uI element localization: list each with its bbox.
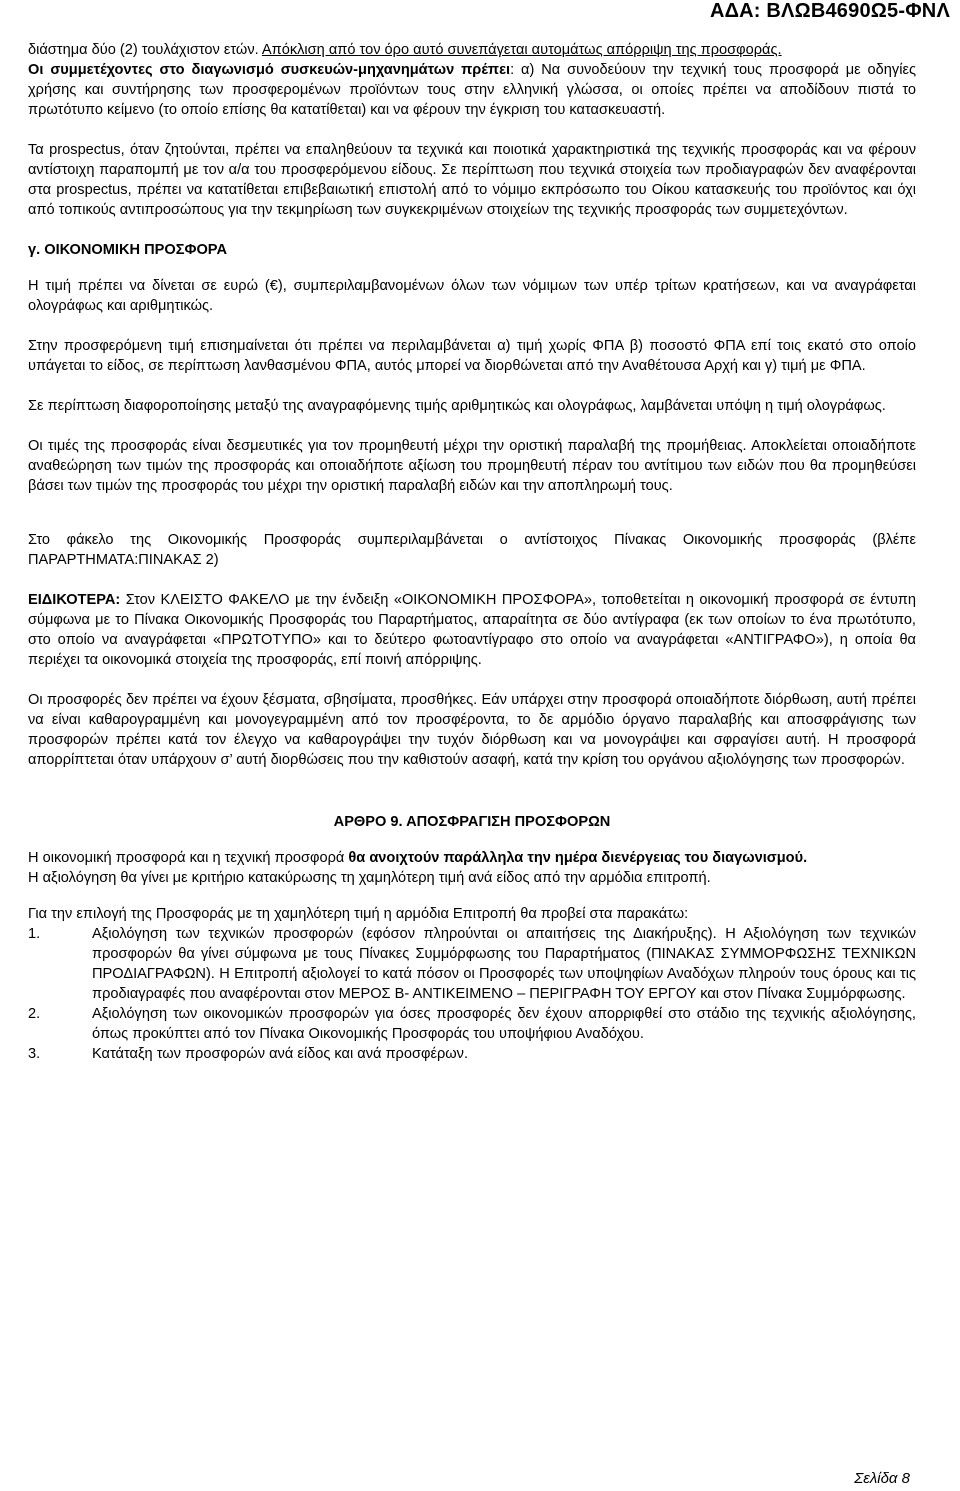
opening-text: Η οικονομική προσφορά και η τεχνική προσφορά: [28, 850, 349, 866]
list-item-number: 3.: [28, 1046, 41, 1062]
opening-bold: θα ανοιχτούν παράλληλα την ημέρα διενέργειας του διαγωνισμού.: [348, 850, 808, 866]
paragraph-price-vat: Στην προσφερόμενη τιμή επισημαίνεται ότι πρέπει να περιλαμβάνεται α) τιμή χωρίς ΦΠΑ β) ποσοστό ΦΠΑ επί τοις εκατό στο οποίο υπάγεται το είδος, σε περίπτωση λανθασμένου ΦΠΑ, αυτός μπορεί να διορθώνεται από την Αναθέτουσα Αρχή και γ) τιμή με ΦΠΑ.: [28, 338, 916, 374]
specifically-label: ΕΙΔΙΚΟΤΕΡΑ:: [28, 592, 121, 608]
paragraph-participants: [28, 60, 916, 120]
participants-lead: Οι συμμετέχοντες στο διαγωνισμό συσκευών-μηχανημάτων πρέπει: [28, 62, 511, 78]
paragraph-evaluation: Η αξιολόγηση θα γίνει με κριτήριο κατακύρωσης τη χαμηλότερη τιμή ανά είδος από την αρμόδια επιτροπή.: [28, 870, 711, 886]
list-item-text: Κατάταξη των προσφορών ανά είδος και ανά προσφέρων.: [92, 1046, 469, 1062]
section-g-title: γ. ΟΙΚΟΝΟΜΙΚΗ ΠΡΟΣΦΟΡΑ: [28, 242, 227, 258]
specifically-text: Στον ΚΛΕΙΣΤΟ ΦΑΚΕΛΟ με την ένδειξη «ΟΙΚΟΝΟΜΙΚΗ ΠΡΟΣΦΟΡΑ», τοποθετείται η οικονομική προσφορά σε έντυπη σύμφωνα με το Πίνακα Οικονομικής Προσφοράς του Παραρτήματος, απαραίτητα σε δύο αντίγραφα (εκ των οποίων το ένα πρωτότυπο, στο οποίο να αναγράφεται «ΠΡΩΤΟΤΥΠΟ» και το δεύτερο φωτοαντίγραφο στο οποίο να αναγράφεται «ΑΝΤΙΓΡΑΦΟ»), η οποία θα περιέχει τα οικονομικά στοιχεία της προσφοράς, επί ποινή απόρριψης.: [28, 592, 916, 668]
list-item: [28, 924, 916, 1004]
rejection-clause: Απόκλιση από τον όρο αυτό συνεπάγεται αυτομάτως απόρριψη της προσφοράς.: [261, 42, 782, 58]
paragraph-price-discrepancy: Σε περίπτωση διαφοροποίησης μεταξύ της αναγραφόμενης τιμής αριθμητικώς και ολογράφως, λαμβάνεται υπόψη η τιμή ολογράφως.: [28, 398, 886, 414]
paragraph-price-euro: Η τιμή πρέπει να δίνεται σε ευρώ (€), συμπεριλαμβανομένων όλων των νόμιμων των υπέρ τρίτων κρατήσεων, και να αναγράφεται ολογράφως και αριθμητικώς.: [28, 278, 916, 314]
ada-code: ΑΔΑ: ΒΛΩΒ4690Ω5-ΦΝΛ: [709, 0, 950, 22]
list-item-text: Αξιολόγηση των τεχνικών προσφορών (εφόσον πληρούνται οι απαιτήσεις της Διακήρυξης). Η Αξιολόγηση των τεχνικών προσφορών θα γίνει σύμφωνα με τους Πίνακες Συμμόρφωσης του Παραρτήματος (ΠΙΝΑΚΑΣ ΣΥΜΜΟΡΦΩΣΗΣ ΤΕΧΝΙΚΩΝ ΠΡΟΔΙΑΓΡΑΦΩΝ). Η Επιτροπή αξιολογεί το κατά πόσον οι Προσφορές των υποψηφίων Αναδόχων πληρούν τους όρους και τις προδιαγραφές που αναφέρονται στον ΜΕΡΟΣ Β- ΑΝΤΙΚΕΙΜΕΝΟ – ΠΕΡΙΓΡΑΦΗ ΤΟΥ ΕΡΓΟΥ και στον Πίνακα Συμμόρφωσης.: [92, 926, 916, 1002]
paragraph-prospectus: Τα prospectus, όταν ζητούνται, πρέπει να επαληθεύουν τα τεχνικά και ποιοτικά χαρακτηριστικά της τεχνικής προσφοράς και να φέρουν αντίστοιχη παραπομπή με τον α/α του προσφερόμενου είδους. Σε περίπτωση που τεχνικά στοιχεία των προδιαγραφών δεν αναφέρονται στα prospectus, πρέπει να κατατίθεται επιβεβαιωτική επιστολή από το νόμιμο εκπρόσωπο του Οίκου κατασκευής του προϊόντος και όχι από τοπικούς αντιπροσώπους για την τεκμηρίωση των συγκεκριμένων στοιχείων της τεχνικής προσφοράς των συμμετεχόντων.: [28, 142, 916, 218]
paragraph-specifically: [28, 590, 916, 670]
list-item-text: Αξιολόγηση των οικονομικών προσφορών για όσες προσφορές δεν έχουν απορριφθεί στο στάδιο της τεχνικής αξιολόγησης, όπως προκύπτει από τον Πίνακα Οικονομικής Προσφοράς του υποψήφιου Αναδόχου.: [92, 1006, 916, 1042]
paragraph-duration: [28, 40, 916, 60]
paragraph-procedure-intro: Για την επιλογή της Προσφοράς με τη χαμηλότερη τιμή η αρμόδια Επιτροπή θα προβεί στα παρακάτω:: [28, 906, 689, 922]
duration-text: διάστημα δύο (2) τουλάχιστον ετών.: [28, 42, 262, 58]
participants-text: : α) Να συνοδεύουν την τεχνική τους προσφορά με οδηγίες χρήσης και συντήρησης των προσφερομένων προϊόντων τους στην ελληνική γλώσσα, οι οποίες πρέπει να αποδίδουν πιστά το πρωτότυπο κείμενο (το οποίο επίσης θα κατατίθεται) και να φέρουν την έγκριση του κατασκευαστή.: [28, 62, 916, 118]
list-item-number: 1.: [28, 926, 41, 942]
procedure-list: [28, 924, 916, 1064]
list-item-number: 2.: [28, 1006, 41, 1022]
paragraph-financial-folder: Στο φάκελο της Οικονομικής Προσφοράς συμπεριλαμβάνεται ο αντίστοιχος Πίνακας Οικονομικής προσφοράς (βλέπε ΠΑΡΑΡΤΗΜΑΤΑ:ΠΙΝΑΚΑΣ 2): [28, 532, 916, 568]
list-item: [28, 1044, 916, 1064]
paragraph-binding-prices: Οι τιμές της προσφοράς είναι δεσμευτικές για τον προμηθευτή μέχρι την οριστική παραλαβή της προμήθειας. Αποκλείεται οποιαδήποτε αναθεώρηση των τιμών της προσφοράς και οποιαδήποτε αξίωση του προμηθευτή πέραν του αντίτιμου των ειδών που θα προμηθεύσει βάσει των τιμών της προσφοράς του μέχρι την οριστική παραλαβή ειδών και την αποπληρωμή τους.: [28, 438, 916, 494]
paragraph-corrections: Οι προσφορές δεν πρέπει να έχουν ξέσματα, σβησίματα, προσθήκες. Εάν υπάρχει στην προσφορά οποιαδήποτε διόρθωση, αυτή πρέπει να είναι καθαρογραμμένη και μονογεγραμμένη από τον προσφέροντα, το δε αρμόδιο όργανο παραλαβής και αποσφράγισης των προσφορών πρέπει κατά τον έλεγχο να καθαρογράψει την τυχόν διόρθωση και να μονογράψει και σφραγίσει αυτή. Η προσφορά απορρίπτεται όταν υπάρχουν σ’ αυτή διορθώσεις που την καθιστούν ασαφή, κατά την κρίση του οργάνου αξιολόγησης των προσφορών.: [28, 692, 916, 768]
page-content: [28, 40, 916, 1064]
paragraph-opening: [28, 848, 916, 868]
list-item: [28, 1004, 916, 1044]
article-9-title: ΑΡΘΡΟ 9. ΑΠΟΣΦΡΑΓΙΣΗ ΠΡΟΣΦΟΡΩΝ: [333, 814, 611, 830]
page-number: Σελίδα 8: [854, 1470, 910, 1487]
